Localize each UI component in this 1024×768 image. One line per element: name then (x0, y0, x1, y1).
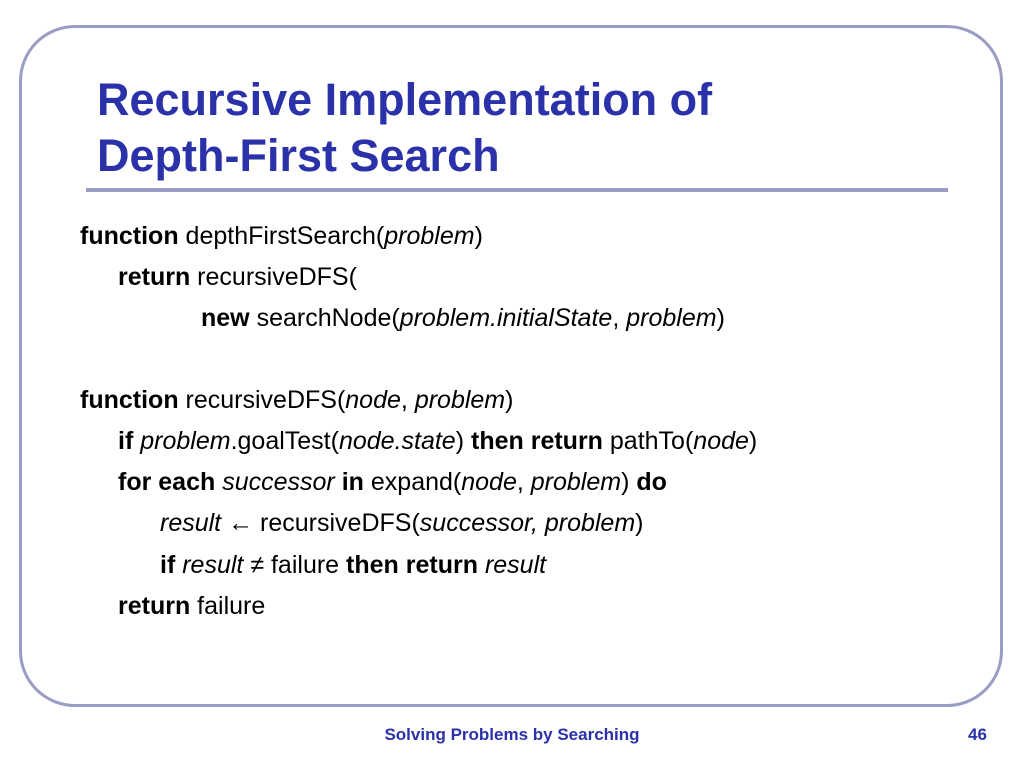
code-param: problem (414, 386, 506, 414)
code-param: node (693, 427, 749, 455)
code-text: , (612, 304, 627, 332)
code-param: problem (530, 468, 622, 496)
code-text (335, 468, 342, 496)
keyword: function (80, 222, 179, 250)
left-arrow-icon: ← (221, 509, 261, 537)
code-text: ) (505, 386, 514, 414)
keyword: if (118, 427, 134, 455)
code-text: pathTo( (602, 427, 694, 455)
code-text: ) (474, 222, 483, 250)
code-line-1 (80, 221, 483, 251)
keyword: new (201, 304, 250, 332)
code-param: node.state (338, 427, 456, 455)
keyword: if (160, 551, 176, 579)
keyword: for each (118, 468, 216, 496)
slide-title (97, 72, 712, 184)
code-text: searchNode( (249, 304, 400, 332)
code-text: failure (190, 592, 266, 620)
code-line-9 (118, 591, 265, 621)
code-param: problem (384, 222, 475, 250)
code-text: , (516, 468, 531, 496)
code-param: problem.initialState (399, 304, 613, 332)
keyword: do (636, 468, 667, 496)
code-text (478, 551, 485, 579)
code-text: recursiveDFS( (178, 386, 346, 414)
code-param: result (160, 509, 222, 537)
keyword: return (118, 263, 191, 291)
code-text: .goalTest( (230, 427, 339, 455)
code-text: ) (716, 304, 725, 332)
code-line-8 (160, 550, 546, 580)
code-line-3 (201, 303, 725, 333)
code-line-6 (118, 467, 667, 497)
page-number: 46 (968, 725, 987, 744)
code-param: node (461, 468, 517, 496)
title-line-2: Depth-First Search (97, 130, 500, 181)
code-text: recursiveDFS( (190, 263, 357, 291)
code-line-2 (118, 262, 357, 292)
code-text: ≠ failure (243, 551, 347, 579)
code-line-5 (118, 426, 757, 456)
code-text: recursiveDFS( (260, 509, 420, 537)
code-text: depthFirstSearch( (178, 222, 385, 250)
code-text: ) (635, 509, 644, 537)
keyword: then return (346, 551, 478, 579)
title-divider (86, 188, 948, 192)
keyword: function (80, 386, 179, 414)
code-param: result (484, 551, 547, 579)
code-text: ) (748, 427, 758, 455)
code-line-7 (160, 508, 644, 538)
code-line-4 (80, 385, 513, 415)
code-param: result (182, 551, 244, 579)
keyword: then return (471, 427, 603, 455)
code-param: problem (626, 304, 717, 332)
code-text: , (400, 386, 415, 414)
keyword: return (118, 592, 191, 620)
code-param: node (345, 386, 401, 414)
title-line-1: Recursive Implementation of (97, 74, 713, 125)
code-param: problem (140, 427, 231, 455)
code-param: successor, problem (419, 509, 636, 537)
code-text: expand( (363, 468, 462, 496)
keyword: in (341, 468, 364, 496)
footer-title: Solving Problems by Searching (384, 725, 640, 744)
code-text: ) (621, 468, 637, 496)
code-text: ) (455, 427, 471, 455)
code-param: successor (222, 468, 335, 496)
